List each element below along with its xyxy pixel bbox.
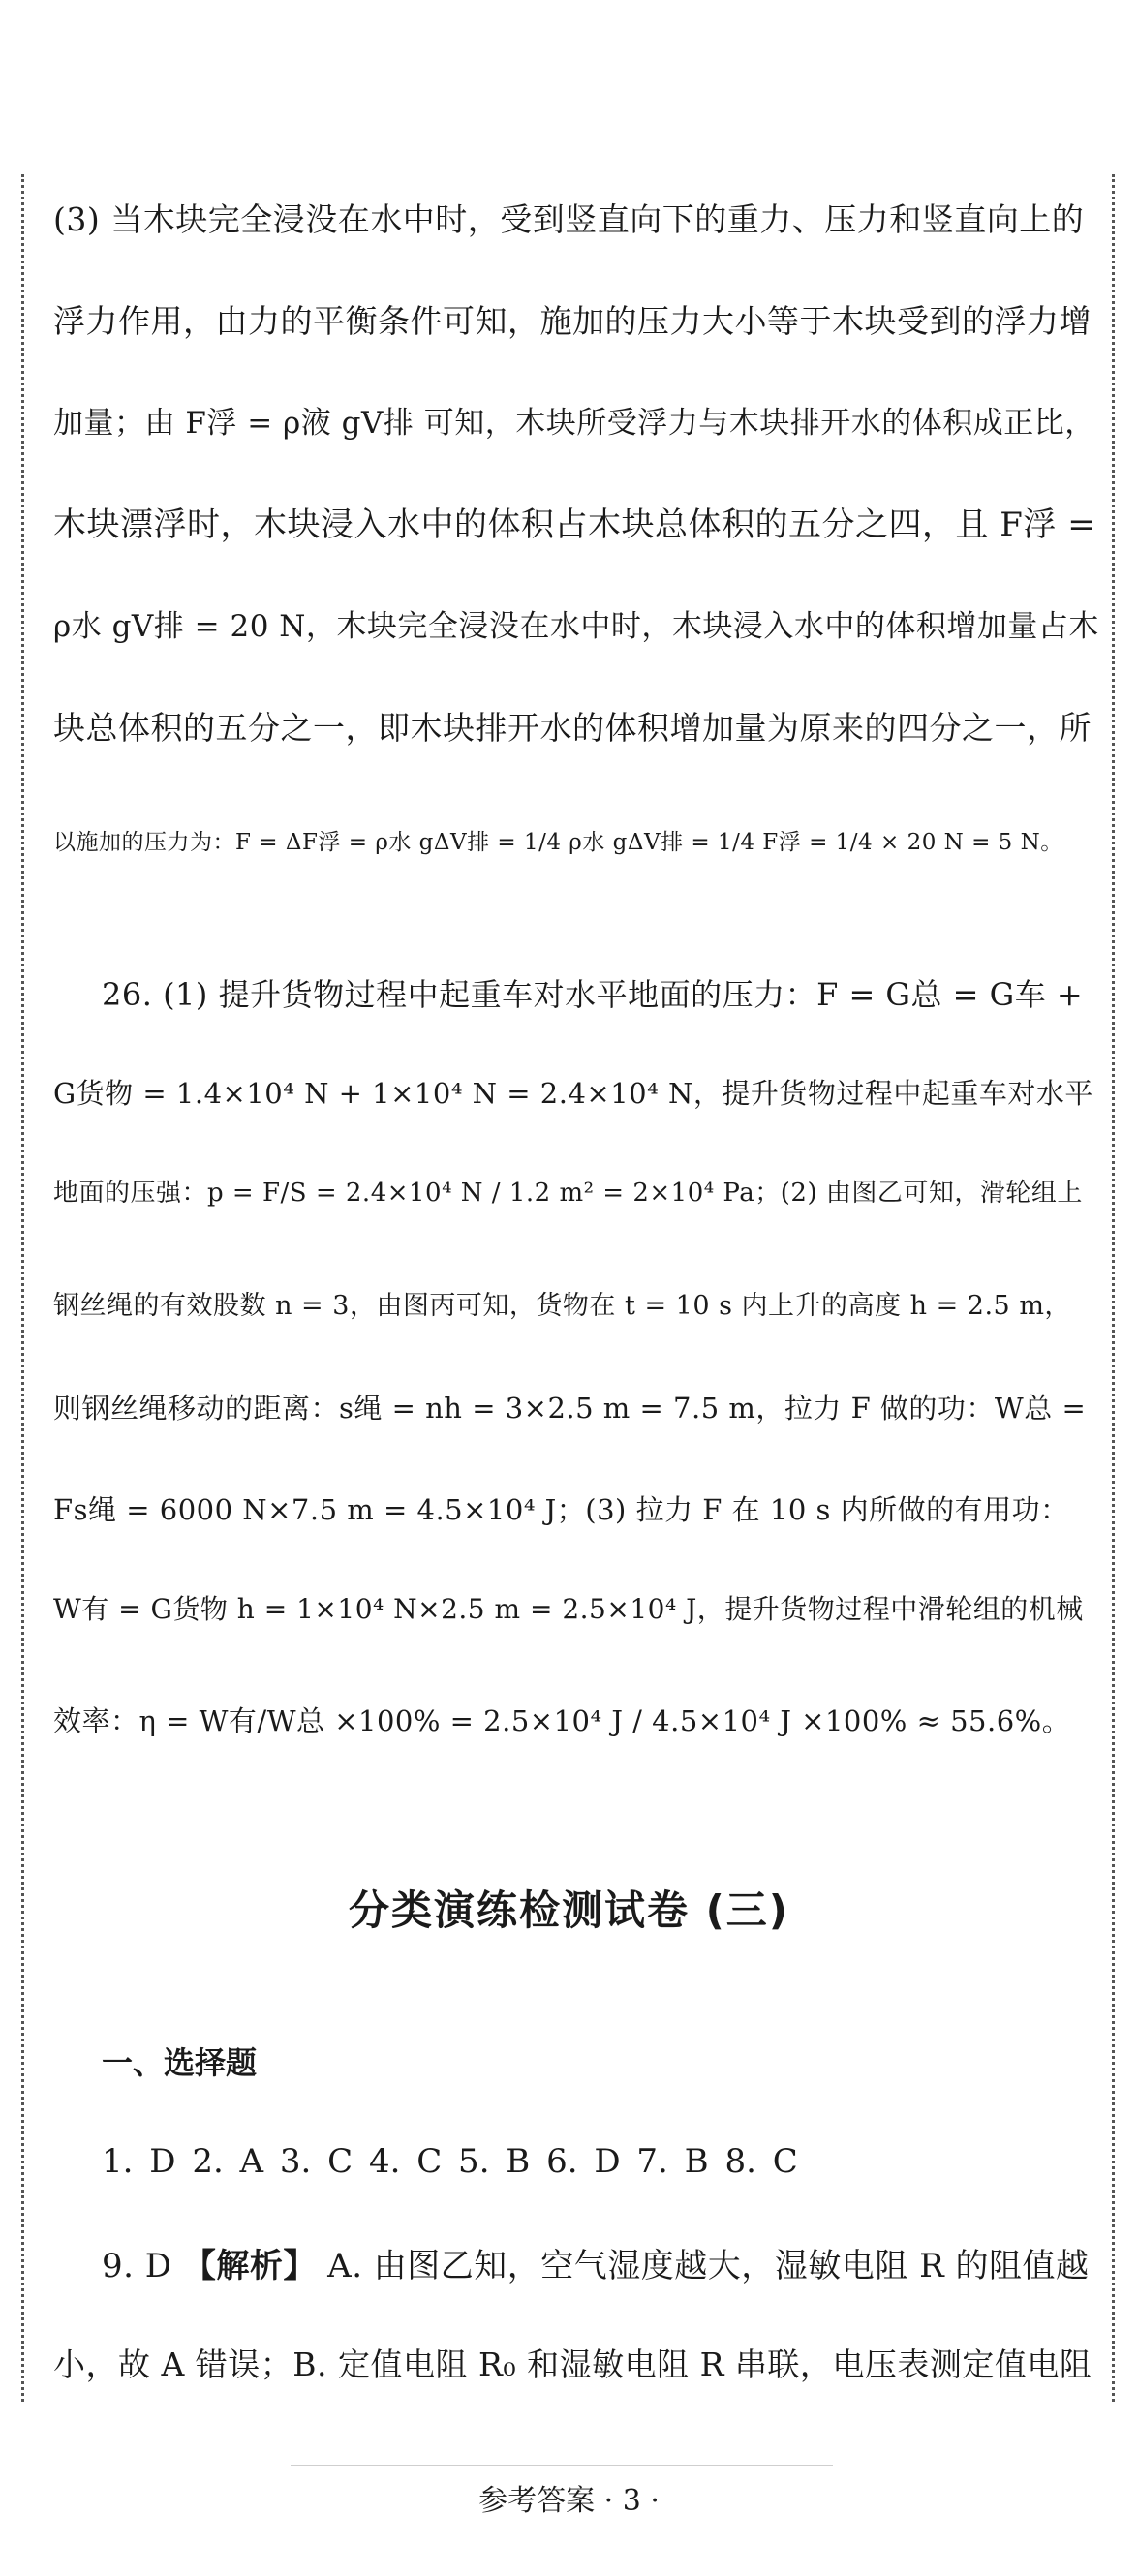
q26-line-7: W有 = G货物 h = 1×10⁴ N×2.5 m = 2.5×10⁴ J，提升货物过程中滑轮组的机械 [53,1593,1084,1625]
page-footer: 参考答案 · 3 · [478,2484,660,2518]
q9-rest: A. 由图乙知，空气湿度越大，湿敏电阻 R 的阻值越 [327,2247,1090,2285]
q9-line-1 [102,2245,1099,2287]
q26-line-4: 钢丝绳的有效股数 n = 3，由图丙可知，货物在 t = 10 s 内上升的高度 h = 2.5 m， [53,1291,1071,1321]
section-heading: 一、选择题 [102,2044,258,2081]
text-line-2: 浮力作用，由力的平衡条件可知，施加的压力大小等于木块受到的浮力增 [53,302,1092,340]
q26-line-1: 26. (1) 提升货物过程中起重车对水平地面的压力：F = G总 = G车 + [102,976,1084,1013]
analysis-tag: 【解析】 [182,2247,317,2285]
right-dotted-border [1112,174,1115,2402]
q9-prefix: 9. D [102,2247,183,2285]
text-line-1: (3) 当木块完全浸没在水中时，受到竖直向下的重力、压力和竖直向上的 [53,200,1085,238]
q26-line-5: 则钢丝绳移动的距离：s绳 = nh = 3×2.5 m = 7.5 m，拉力 F 做的功：W总 = [53,1392,1087,1425]
footer-rule [291,2465,833,2466]
text-line-5: ρ水 gV排 = 20 N，木块完全浸没在水中时，木块浸入水中的体积增加量占木 [53,609,1099,644]
q9-line-2: 小，故 A 错误；B. 定值电阻 R₀ 和湿敏电阻 R 串联，电压表测定值电阻 [53,2346,1092,2383]
q26-line-3: 地面的压强：p = F/S = 2.4×10⁴ N / 1.2 m² = 2×10⁴ Pa；(2) 由图乙可知，滑轮组上 [53,1179,1083,1208]
q26-line-2: G货物 = 1.4×10⁴ N + 1×10⁴ N = 2.4×10⁴ N，提升货物过程中起重车对水平 [53,1077,1093,1110]
text-line-7: 以施加的压力为：F = ΔF浮 = ρ水 gΔV排 = 1/4 ρ水 gΔV排 = 1/4 F浮 = 1/4 × 20 N = 5 N。 [53,830,1063,855]
q26-line-8: 效率：η = W有/W总 ×100% = 2.5×10⁴ J / 4.5×10⁴ J ×100% ≈ 55.6%。 [53,1704,1071,1737]
choice-answers: 1. D 2. A 3. C 4. C 5. B 6. D 7. B 8. C [102,2142,798,2181]
test-title: 分类演练检测试卷 (三) [348,1886,789,1934]
q26-line-6: Fs绳 = 6000 N×7.5 m = 4.5×10⁴ J；(3) 拉力 F 在 10 s 内所做的有用功： [53,1493,1069,1526]
left-dotted-border [21,174,24,2402]
text-line-6: 块总体积的五分之一，即木块排开水的体积增加量为原来的四分之一，所 [53,709,1092,747]
text-line-3: 加量；由 F浮 = ρ液 gV排 可知，木块所受浮力与木块排开水的体积成正比， [53,406,1095,441]
text-line-4: 木块漂浮时，木块浸入水中的体积占木块总体积的五分之四，且 F浮 = [53,506,1096,544]
